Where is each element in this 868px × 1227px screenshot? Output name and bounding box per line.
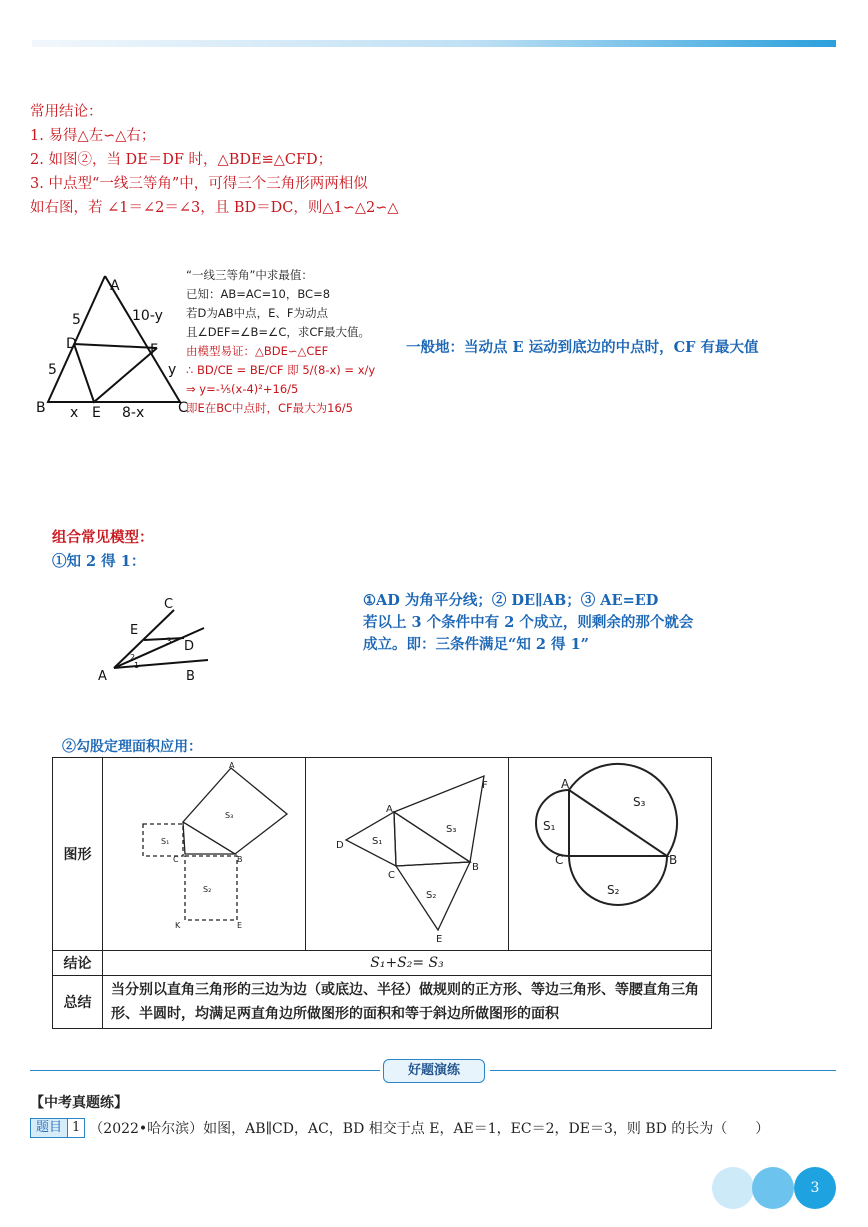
side-note: 一般地：当动点 E 运动到底边的中点时，CF 有最大值 [406, 339, 759, 356]
semi-label-a: A [561, 777, 570, 791]
eq-label-b: B [472, 862, 479, 873]
cell-triangle-fig [306, 758, 509, 951]
question-1 [30, 1118, 769, 1138]
conclusions-heading: 常用结论： [30, 104, 103, 120]
eq-s2: S₂ [426, 890, 437, 901]
divider-right [490, 1070, 836, 1071]
fig2-angle-1: 1 [134, 661, 140, 670]
combo-text-1: ①AD 为角平分线；② DE∥AB；③ AE=ED [363, 592, 659, 609]
page-number: 3 [794, 1167, 836, 1209]
sq-s2: S₂ [203, 885, 212, 894]
combo-sub1: ①知 2 得 1： [52, 553, 146, 570]
handwritten-notes [186, 266, 375, 418]
sq-s1: S₁ [161, 837, 170, 846]
question-text: （2022•哈尔滨）如图，AB∥CD，AC，BD 相交于点 E，AE＝1，EC＝2，DE＝3，则 BD 的长为（ ） [89, 1121, 770, 1137]
note-7: 即E在BC中点时，CF最大为16/5 [186, 401, 353, 415]
page-deco-1 [712, 1167, 754, 1209]
fig1-len-5b: 5 [48, 362, 57, 378]
cell-square-fig [103, 758, 306, 951]
fig1-len-5a: 5 [72, 312, 81, 328]
fig1-len-x: x [70, 405, 79, 421]
question-number: 1 [68, 1118, 85, 1138]
sq-s3: S₃ [225, 811, 234, 820]
note-5: ∴ BD/CE = BE/CF 即 5/(8-x) = x/y [186, 363, 376, 377]
sq-label-e: E [237, 921, 243, 930]
squares-figure [103, 758, 305, 946]
question-tag: 题目 [30, 1118, 68, 1138]
fig1-label-b: B [36, 400, 46, 416]
row-label-figure: 图形 [53, 758, 103, 951]
practice-banner: 好题演练 [383, 1059, 485, 1083]
conclusion-3: 3. 中点型“一线三等角”中，可得三个三角形两两相似 [30, 176, 368, 192]
fig1-label-c: C [178, 400, 188, 416]
cell-semicircle-fig [509, 758, 712, 951]
eq-label-d: D [336, 840, 344, 851]
pythag-heading: ②勾股定理面积应用： [62, 739, 202, 755]
fig1-len-10y: 10-y [132, 308, 163, 324]
summary-text: 当分别以直角三角形的三边为边（或底边、半径）做规则的正方形、等边三角形、等腰直角三角形、半圆时，均满足两直角边所做图形的面积和等于斜边所做图形的面积 [103, 976, 712, 1029]
sq-label-b: B [237, 855, 243, 864]
note-6: ⇒ y=-⅕(x-4)²+16/5 [186, 382, 299, 396]
fig1-label-a: A [110, 278, 120, 294]
page-deco-2 [752, 1167, 794, 1209]
combo-text-2: 若以上 3 个条件中有 2 个成立，则剩余的那个就会 [363, 614, 694, 631]
equilateral-figure [306, 758, 508, 946]
conclusion-1: 1. 易得△左∽△右； [30, 128, 156, 144]
conclusion-2: 2. 如图②，当 DE＝DF 时，△BDE≌△CFD； [30, 152, 333, 168]
fig1-len-8x: 8-x [122, 405, 145, 421]
note-0: “一线三等角”中求最值： [186, 268, 313, 282]
fig1-label-e: E [92, 405, 101, 421]
conclusion-4: 如右图，若 ∠1＝∠2＝∠3，且 BD＝DC，则△1∽△2∽△ [30, 200, 399, 216]
fig2-angle-3: 3 [166, 637, 172, 647]
note-1: 已知：AB=AC=10，BC=8 [186, 287, 331, 301]
note-4: 由模型易证：△BDE∽△CEF [186, 344, 329, 358]
eq-label-e: E [436, 934, 443, 945]
fig2-label-d: D [184, 639, 195, 654]
eq-s1: S₁ [372, 836, 383, 847]
eq-label-f: F [482, 780, 488, 791]
angle-bisector-figure [92, 592, 222, 684]
practice-heading: 【中考真题练】 [30, 1095, 128, 1111]
fig1-len-y: y [168, 362, 177, 378]
fig2-label-e: E [130, 623, 139, 638]
fig2-label-a: A [98, 669, 107, 684]
combo-heading: 组合常见模型： [52, 529, 154, 546]
conclusion-formula: S₁+S₂= S₃ [103, 951, 712, 976]
semi-s3: S₃ [633, 795, 646, 809]
semi-label-b: B [669, 853, 678, 867]
semi-label-c: C [555, 853, 564, 867]
fig1-label-d: D [66, 336, 77, 352]
eq-label-a: A [386, 804, 393, 815]
divider-left [30, 1070, 380, 1071]
combo-text [363, 590, 693, 656]
row-label-conclusion: 结论 [53, 951, 103, 976]
eq-s3: S₃ [446, 824, 457, 835]
sq-label-k: K [175, 921, 181, 930]
fig2-label-c: C [164, 597, 174, 612]
top-bar [32, 40, 836, 47]
sq-label-a: A [229, 761, 235, 770]
eq-label-c: C [388, 870, 395, 881]
pythag-table [52, 757, 712, 1029]
note-2: 若D为AB中点，E、F为动点 [186, 306, 328, 320]
semi-s2: S₂ [607, 883, 620, 897]
fig2-angle-2: 2 [130, 653, 136, 662]
sq-label-c: C [173, 855, 179, 864]
row-label-summary: 总结 [53, 976, 103, 1029]
semicircle-figure [509, 758, 711, 946]
note-3: 且∠DEF=∠B=∠C，求CF最大值。 [186, 325, 370, 339]
conclusions [30, 100, 399, 220]
combo-text-3: 成立。即：三条件满足“知 2 得 1” [363, 636, 590, 653]
fig2-label-b: B [186, 669, 195, 684]
semi-s1: S₁ [543, 819, 556, 833]
fig1-label-f: F [150, 342, 159, 358]
